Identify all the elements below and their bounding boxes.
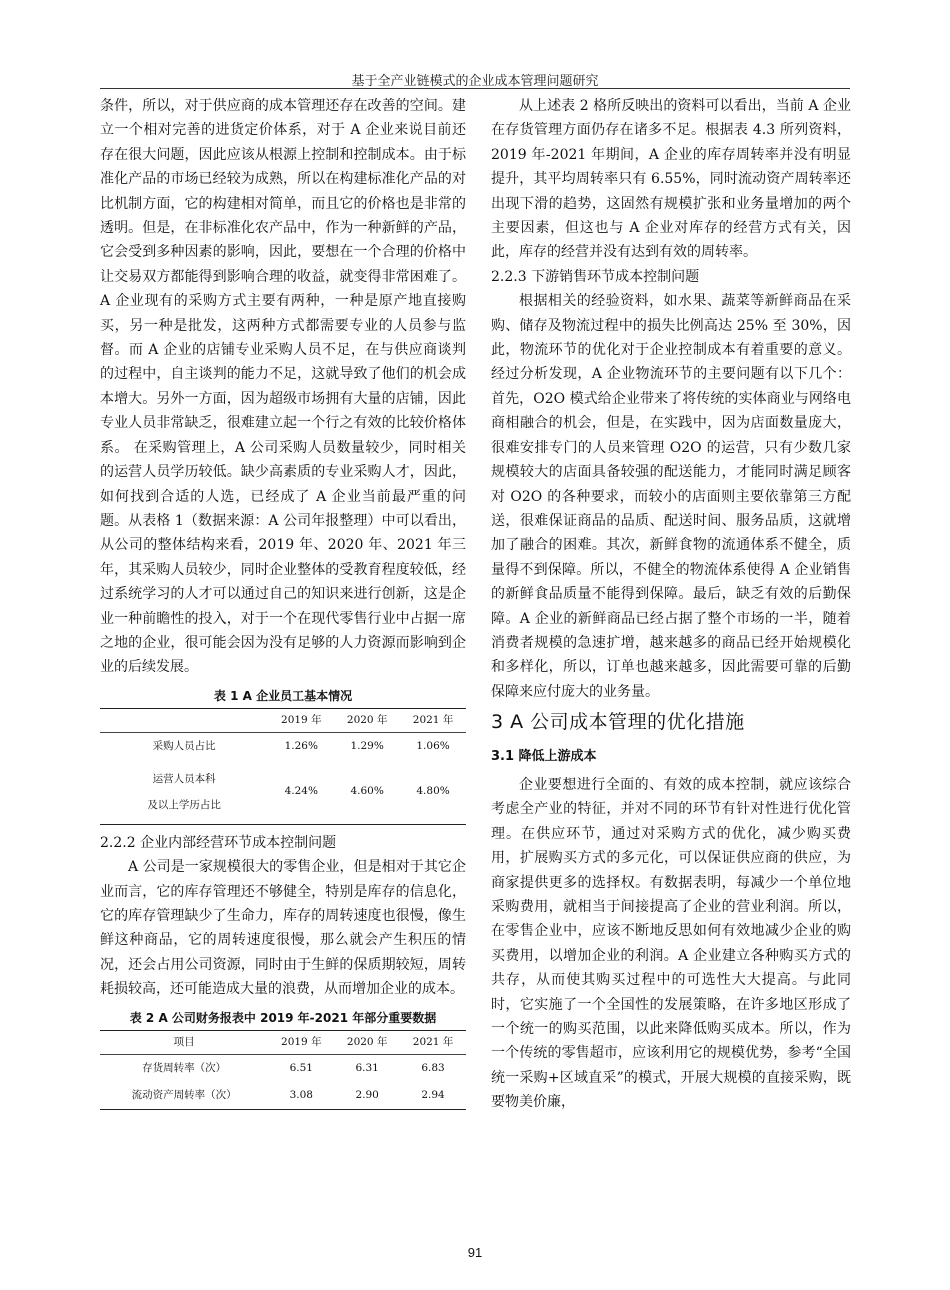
table2-cell: 6.31 (355, 1061, 379, 1074)
right-column (491, 94, 851, 1115)
page-number: 91 (467, 1245, 483, 1260)
table2-header-cell: 2021 年 (400, 1030, 466, 1054)
table1-cell: 4.60% (334, 760, 400, 825)
table2-header-cell: 2020 年 (334, 1030, 400, 1054)
table1-header-cell: 2019 年 (268, 708, 334, 732)
table2-caption: 表 2 A 公司财务报表中 2019 年-2021 年部分重要数据 (129, 1010, 437, 1025)
table1-header-cell: 2021 年 (400, 708, 466, 732)
right-paragraph-2: 根据相关的经验资料，如水果、蔬菜等新鲜商品在采购、储存及物流过程中的损失比例高达 25% 至 30%，因此，物流环节的优化对于企业控制成本有着重要的意义。经过分析发现，A 企业物流环节的主要问题有以下几个：首先，O2O 模式给企业带来了将传统的实体商业与网络电商相融合的机会，但是，在实践中，因为店面数量庞大，很难安排专门的人员来管理 O2O 的运营，只有少数几家规模较大的店面具备较强的配送能力，才能同时满足顾客对 O2O 的各种要求，而较小的店面则主要依靠第三方配送，很难保证商品的品质、配送时间、服务品质，这就增加了融合的困难。其次，新鲜食物的流通体系不健全，质量得不到保障。所以，不健全的物流体系使得 A 企业销售的新鲜食品质量不能得到保障。最后，缺乏有效的后勤保障。A 企业的新鲜商品已经占据了整个市场的一半，随着消费者规模的急速扩增，越来越多的商品已经开始规模化和多样化，所以，订单也越来越多，因此需要可靠的后勤保障来应付庞大的业务量。 (491, 293, 851, 700)
table1-row-label-line: 及以上学历占比 (147, 798, 221, 811)
table1-cell: 1.26% (284, 739, 318, 752)
table2-cell: 2.90 (334, 1082, 400, 1110)
subsection-heading-2-2-3: 2.2.3 下游销售环节成本控制问题 (491, 268, 700, 285)
table1-caption: 表 1 A 企业员工基本情况 (213, 688, 353, 703)
table2 (100, 1030, 466, 1110)
table1-cell: 4.80% (400, 760, 466, 825)
table2-row-label: 流动资产周转率（次） (100, 1082, 268, 1110)
subsection-heading-2-2-2: 2.2.2 企业内部经营环节成本控制问题 (100, 834, 337, 851)
left-paragraph-2: A 公司是一家规模很大的零售企业，但是相对于其它企业而言，它的库存管理还不够健全，特别是库存的信息化，它的库存管理缺少了生命力，库存的周转速度也很慢，像生鲜这种商品，它的周转速度很慢，那么就会产生积压的情况，还会占用公司资源，同时由于生鲜的保质期较短，周转耗损较高，还可能造成大量的浪费，从而增加企业的成本。 (100, 859, 466, 998)
table2-cell: 6.51 (289, 1061, 313, 1074)
table1-cell: 1.06% (416, 739, 450, 752)
table2-row-label: 存货周转率（次） (142, 1061, 227, 1074)
table1-cell: 4.24% (268, 760, 334, 825)
table1-cell: 1.29% (350, 739, 384, 752)
table1-row-label-line: 运营人员本科 (152, 772, 216, 785)
table1-row-label (100, 760, 268, 825)
table1-row (100, 760, 466, 825)
table1-header-row (100, 708, 466, 732)
table2-row (100, 1054, 466, 1082)
table1-row (100, 732, 466, 760)
table2-header-cell: 项目 (100, 1030, 268, 1054)
table2-cell: 6.83 (421, 1061, 445, 1074)
subsection-heading-3-1: 3.1 降低上游成本 (491, 748, 597, 764)
left-column (100, 94, 466, 1110)
running-header: 基于全产业链模式的企业成本管理问题研究 (351, 74, 599, 89)
right-paragraph-3: 企业要想进行全面的、有效的成本控制，就应该综合考虑全产业的特征，并对不同的环节有针对性进行优化管理。在供应环节，通过对采购方式的优化，减少购买费用，扩展购买方式的多元化，可以保证供应商的供应，为商家提供更多的选择权。有数据表明，每减少一个单位地采购费用，就相当于间接提高了企业的营业利润。所以，在零售企业中，应该不断地反思如何有效地减少企业的购买费用，以增加企业的利润。A 企业建立各种购买方式的共存，从而使其购买过程中的可选性大大提高。与此同时，它实施了一个全国性的发展策略，在许多地区形成了一个统一的购买范围，以此来降低购买成本。所以，作为一个传统的零售超市，应该利用它的规模优势，参考“全国统一采购+区域直采”的模式，开展大规模的直接采购，既要物美价廉， (491, 776, 851, 1111)
header-rule (100, 88, 850, 89)
table2-header-row (100, 1030, 466, 1054)
table2-row (100, 1082, 466, 1110)
table1-header-cell (100, 708, 268, 732)
table1-header-cell: 2020 年 (334, 708, 400, 732)
table2-header-cell: 2019 年 (268, 1030, 334, 1054)
table1-row-label: 采购人员占比 (152, 739, 216, 752)
section-heading-3: 3 A 公司成本管理的优化措施 (491, 711, 745, 734)
table2-cell: 2.94 (400, 1082, 466, 1110)
table2-cell: 3.08 (268, 1082, 334, 1110)
table1 (100, 708, 466, 825)
right-paragraph-1: 从上述表 2 格所反映出的资料可以看出，当前 A 企业在存货管理方面仍存在诸多不足。根据表 4.3 所列资料，2019 年-2021 年期间，A 企业的库存周转率并没有明显提升，其平均周转率只有 6.55%，同时流动资产周转率还出现下滑的趋势，这固然有规模扩张和业务量增加的两个主要因素，但这也与 A 企业对库存的经营方式有关，因此，库存的经营并没有达到有效的周转率。 (491, 98, 851, 261)
left-paragraph-1: 条件，所以，对于供应商的成本管理还存在改善的空间。建立一个相对完善的进货定价体系，对于 A 企业来说目前还存在很大问题，因此应该从根源上控制和控制成本。由于标准化产品的市场已经较为成熟，所以在构建标准化产品的对比机制方面，它的构建相对简单，而且它的价格也是非常的透明。但是，在非标准化农产品中，作为一种新鲜的产品，它会受到多种因素的影响，因此，要想在一个合理的价格中让交易双方都能得到影响合理的收益，就变得非常困难了。A 企业现有的采购方式主要有两种，一种是原产地直接购买，另一种是批发，这两种方式都需要专业的人员参与监督。而 A 企业的店铺专业采购人员不足，在与供应商谈判的过程中，自主谈判的能力不足，这就导致了他们的机会成本增大。另外一方面，因为超级市场拥有大量的店铺，因此专业人员非常缺乏，很难建立起一个行之有效的比较价格体系。 在采购管理上，A 公司采购人员数量较少，同时相关的运营人员学历较低。缺少高素质的专业采购人才，因此，如何找到合适的人选，已经成了 A 企业当前最严重的问题。从表格 1（数据来源：A 公司年报整理）中可以看出，从公司的整体结构来看，2019 年、2020 年、2021 年三年，其采购人员较少，同时企业整体的受教育程度较低，经过系统学习的人才可以通过自己的知识来进行创新，这是企业一种前瞻性的投入，对于一个在现代零售行业中占据一席之地的企业，很可能会因为没有足够的人力资源而影响到企业的后续发展。 (100, 98, 466, 676)
